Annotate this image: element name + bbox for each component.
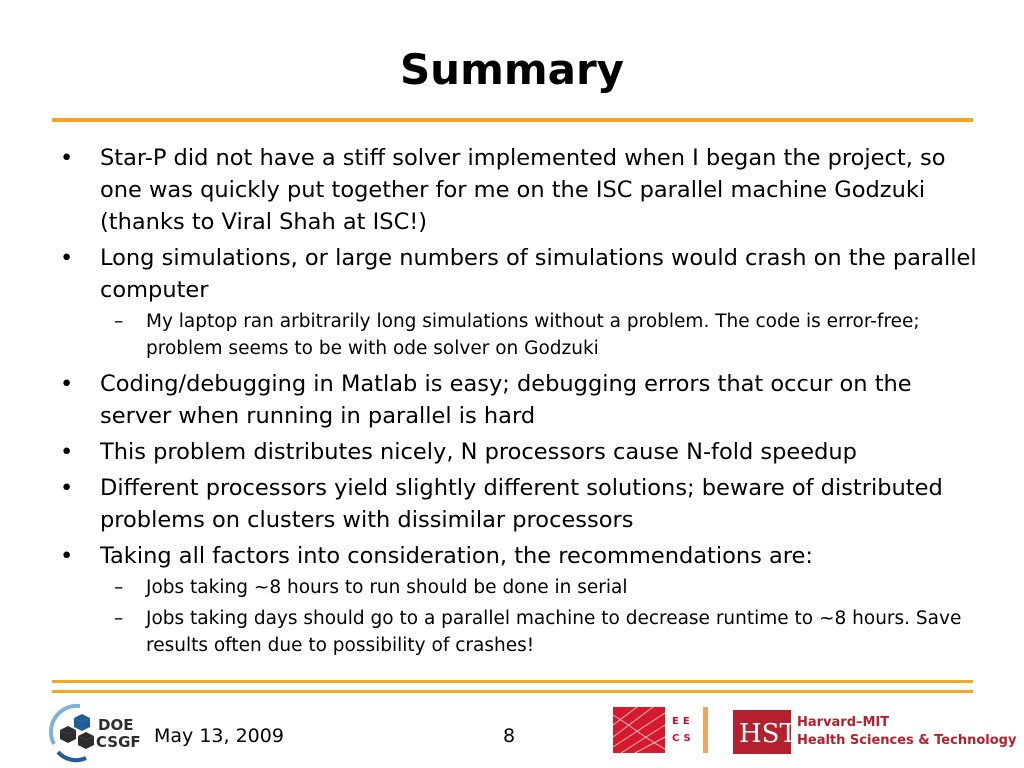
bullet-text: Taking all factors into consideration, the recommendations are:	[100, 543, 813, 569]
footer-divider-bottom	[52, 690, 973, 693]
bullet-text: Star-P did not have a stiff solver implemented when I began the project, so one was quickly put together for me on the ISC parallel machine Godzuki (thanks to Viral Shah at ISC!)	[100, 145, 946, 235]
hst-line2: Health Sciences & Technology	[797, 733, 1017, 748]
bullet-text: Long simulations, or large numbers of simulations would crash on the parallel computer	[100, 245, 977, 303]
eecs-line1: EE	[672, 716, 694, 727]
harvard-mit-hst-logo	[733, 710, 1017, 754]
bullet-mark: •	[60, 543, 74, 569]
eecs-text	[672, 713, 695, 747]
doe-logo-line2: CSGF	[96, 733, 141, 751]
sub-bullet-text: Jobs taking days should go to a parallel machine to decrease runtime to ~8 hours. Save results often due to possibility of crashes!	[146, 608, 962, 656]
bullet-mark: •	[60, 245, 74, 271]
slide-body	[60, 142, 980, 665]
bullet-mark: •	[60, 475, 74, 501]
bullet-item	[60, 242, 980, 306]
bullet-item	[60, 540, 980, 572]
hst-mark: HST	[739, 719, 797, 749]
bullet-item	[60, 142, 980, 238]
sub-bullet-mark: –	[114, 608, 124, 629]
eecs-line2: CS	[672, 733, 695, 744]
footer-date: May 13, 2009	[154, 725, 284, 747]
sub-bullet-text: My laptop ran arbitrarily long simulations without a problem. The code is error-free; problem seems to be with ode solver on Godzuki	[146, 311, 920, 359]
bullet-text: This problem distributes nicely, N processors cause N-fold speedup	[100, 439, 857, 465]
title-divider	[52, 118, 973, 122]
sub-bullet-mark: –	[114, 577, 124, 598]
bullet-item	[60, 436, 980, 468]
hst-text	[797, 714, 1016, 750]
page-number: 8	[503, 725, 516, 747]
doe-logo-line1: DOE	[98, 716, 134, 734]
footer-divider-top	[52, 680, 973, 683]
bullet-item	[60, 368, 980, 432]
bullet-mark: •	[60, 439, 74, 465]
bullet-mark: •	[60, 371, 74, 397]
bullet-text: Different processors yield slightly different solutions; beware of distributed problems on clusters with dissimilar processors	[100, 475, 943, 533]
bullet-mark: •	[60, 145, 74, 171]
sub-bullet-text: Jobs taking ~8 hours to run should be done in serial	[146, 577, 628, 598]
slide-title: Summary	[399, 45, 625, 94]
sub-bullet-item	[60, 605, 980, 659]
bullet-item	[60, 472, 980, 536]
sub-bullet-item	[60, 308, 980, 362]
doe-csgf-logo	[50, 700, 148, 762]
hst-line1: Harvard–MIT	[797, 715, 890, 730]
eecs-logo	[613, 707, 708, 753]
bullet-text: Coding/debugging in Matlab is easy; debugging errors that occur on the server when running in parallel is hard	[100, 371, 912, 429]
sub-bullet-mark: –	[114, 311, 124, 332]
sub-bullet-item	[60, 574, 980, 601]
